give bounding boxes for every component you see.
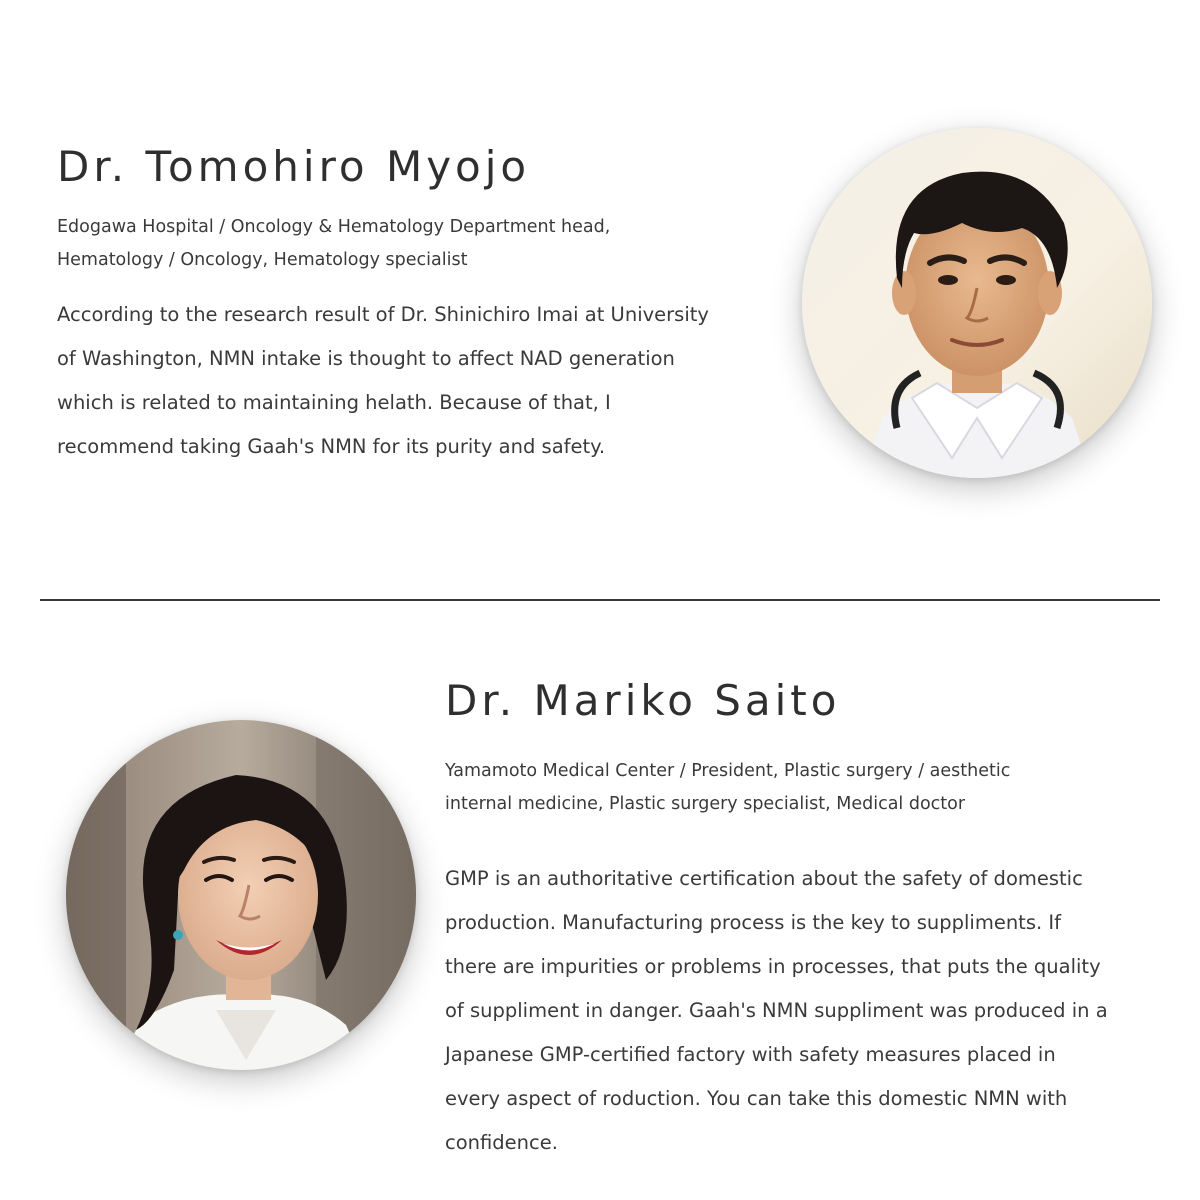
testimonial-line: of Washington, NMN intake is thought to affect NAD generation bbox=[57, 347, 675, 370]
testimonial-line: confidence. bbox=[445, 1131, 558, 1154]
testimonial-line: recommend taking Gaah's NMN for its purity and safety. bbox=[57, 435, 606, 458]
doctor-name-myojo: Dr. Tomohiro Myojo bbox=[57, 142, 531, 191]
section-divider bbox=[40, 599, 1160, 601]
male-doctor-portrait-icon bbox=[802, 128, 1152, 478]
credentials-line: Edogawa Hospital / Oncology & Hematology Department head, bbox=[57, 217, 611, 237]
doctor-testimonial-saito bbox=[445, 857, 1150, 1165]
testimonial-line: which is related to maintaining helath. Because of that, I bbox=[57, 391, 611, 414]
doctor-testimonial-myojo bbox=[57, 293, 757, 469]
female-doctor-portrait-icon bbox=[66, 720, 416, 1070]
testimonial-line: GMP is an authoritative certification about the safety of domestic bbox=[445, 867, 1083, 890]
doctor-photo-saito bbox=[66, 720, 416, 1070]
credentials-line: Yamamoto Medical Center / President, Plastic surgery / aesthetic bbox=[445, 761, 1011, 781]
doctor-credentials-myojo bbox=[57, 211, 757, 277]
doctor-name-saito: Dr. Mariko Saito bbox=[445, 676, 841, 725]
credentials-line: internal medicine, Plastic surgery specialist, Medical doctor bbox=[445, 794, 966, 814]
testimonial-line: there are impurities or problems in processes, that puts the quality bbox=[445, 955, 1101, 978]
credentials-line: Hematology / Oncology, Hematology specialist bbox=[57, 250, 468, 270]
testimonial-line: production. Manufacturing process is the key to suppliments. If bbox=[445, 911, 1062, 934]
testimonial-line: Japanese GMP-certified factory with safety measures placed in bbox=[445, 1043, 1056, 1066]
testimonial-line: every aspect of roduction. You can take this domestic NMN with bbox=[445, 1087, 1068, 1110]
doctor-credentials-saito bbox=[445, 755, 1145, 821]
testimonial-line: According to the research result of Dr. Shinichiro Imai at University bbox=[57, 303, 709, 326]
doctor-photo-myojo bbox=[802, 128, 1152, 478]
testimonial-line: of suppliment in danger. Gaah's NMN suppliment was produced in a bbox=[445, 999, 1108, 1022]
